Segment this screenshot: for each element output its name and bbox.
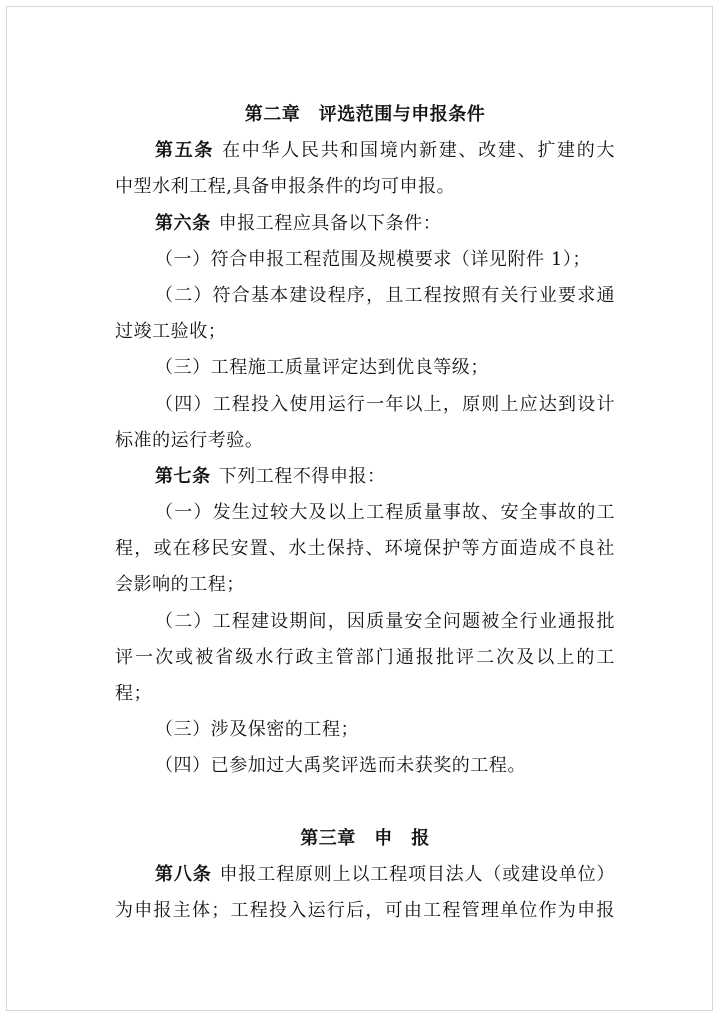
article-6-item-3: （三）工程施工质量评定达到优良等级； — [155, 357, 489, 379]
article-8-line-2: 为申报主体；工程投入运行后，可由工程管理单位作为申报 — [115, 899, 615, 921]
chapter-2-title: 第二章 评选范围与申报条件 — [244, 104, 486, 125]
article-7-line-1 — [115, 459, 615, 495]
article-7-item-2-line-1: （二）工程建设期间，因质量安全问题被全行业通报批 — [155, 610, 615, 632]
article-6-label: 第六条 — [155, 212, 211, 234]
article-8-line-1 — [115, 857, 615, 893]
article-6-item-1: （一）符合申报工程范围及规模要求（详见附件 1）； — [155, 248, 591, 270]
section-spacer — [115, 785, 615, 821]
article-8-label: 第八条 — [155, 863, 212, 885]
article-7-intro: 下列工程不得申报： — [218, 465, 386, 487]
article-8-text-1: 申报工程原则上以工程项目法人（或建设单位） — [219, 863, 615, 885]
article-7-item-1-line-1: （一）发生过较大及以上工程质量事故、安全事故的工 — [155, 502, 615, 524]
article-5-line-1 — [115, 133, 615, 169]
article-6-item-4-line-2: 标准的运行考验。 — [115, 429, 264, 451]
article-7-item-2-line-2: 评一次或被省级水行政主管部门通报批评二次及以上的工 — [115, 646, 615, 668]
article-5-label: 第五条 — [155, 140, 215, 162]
article-5-line-2: 中型水利工程,具备申报条件的均可申报。 — [115, 176, 456, 198]
article-7-item-4: （四）已参加过大禹奖评选而未获奖的工程。 — [155, 755, 526, 777]
article-6-line-1 — [115, 206, 615, 242]
article-7-item-2-line-3: 程； — [115, 683, 153, 704]
document-body — [115, 97, 615, 929]
article-5-text-1: 在中华人民共和国境内新建、改建、扩建的大 — [222, 140, 615, 162]
article-6-item-2-line-1: （二）符合基本建设程序，且工程按照有关行业要求通 — [155, 284, 615, 306]
article-7-item-3: （三）涉及保密的工程； — [155, 719, 360, 741]
article-7-label: 第七条 — [155, 465, 211, 487]
article-6-item-2-line-2: 过竣工验收； — [115, 321, 227, 343]
document-page — [6, 6, 713, 1011]
article-7-item-1-line-2: 程，或在移民安置、水土保持、环境保护等方面造成不良社 — [115, 538, 615, 560]
article-6-item-4-line-1: （四）工程投入使用运行一年以上，原则上应达到设计 — [155, 393, 615, 415]
chapter-3-title: 第三章 申 报 — [300, 827, 430, 849]
article-7-item-1-line-3: 会影响的工程； — [115, 574, 245, 596]
article-6-intro: 申报工程应具备以下条件： — [218, 212, 442, 234]
